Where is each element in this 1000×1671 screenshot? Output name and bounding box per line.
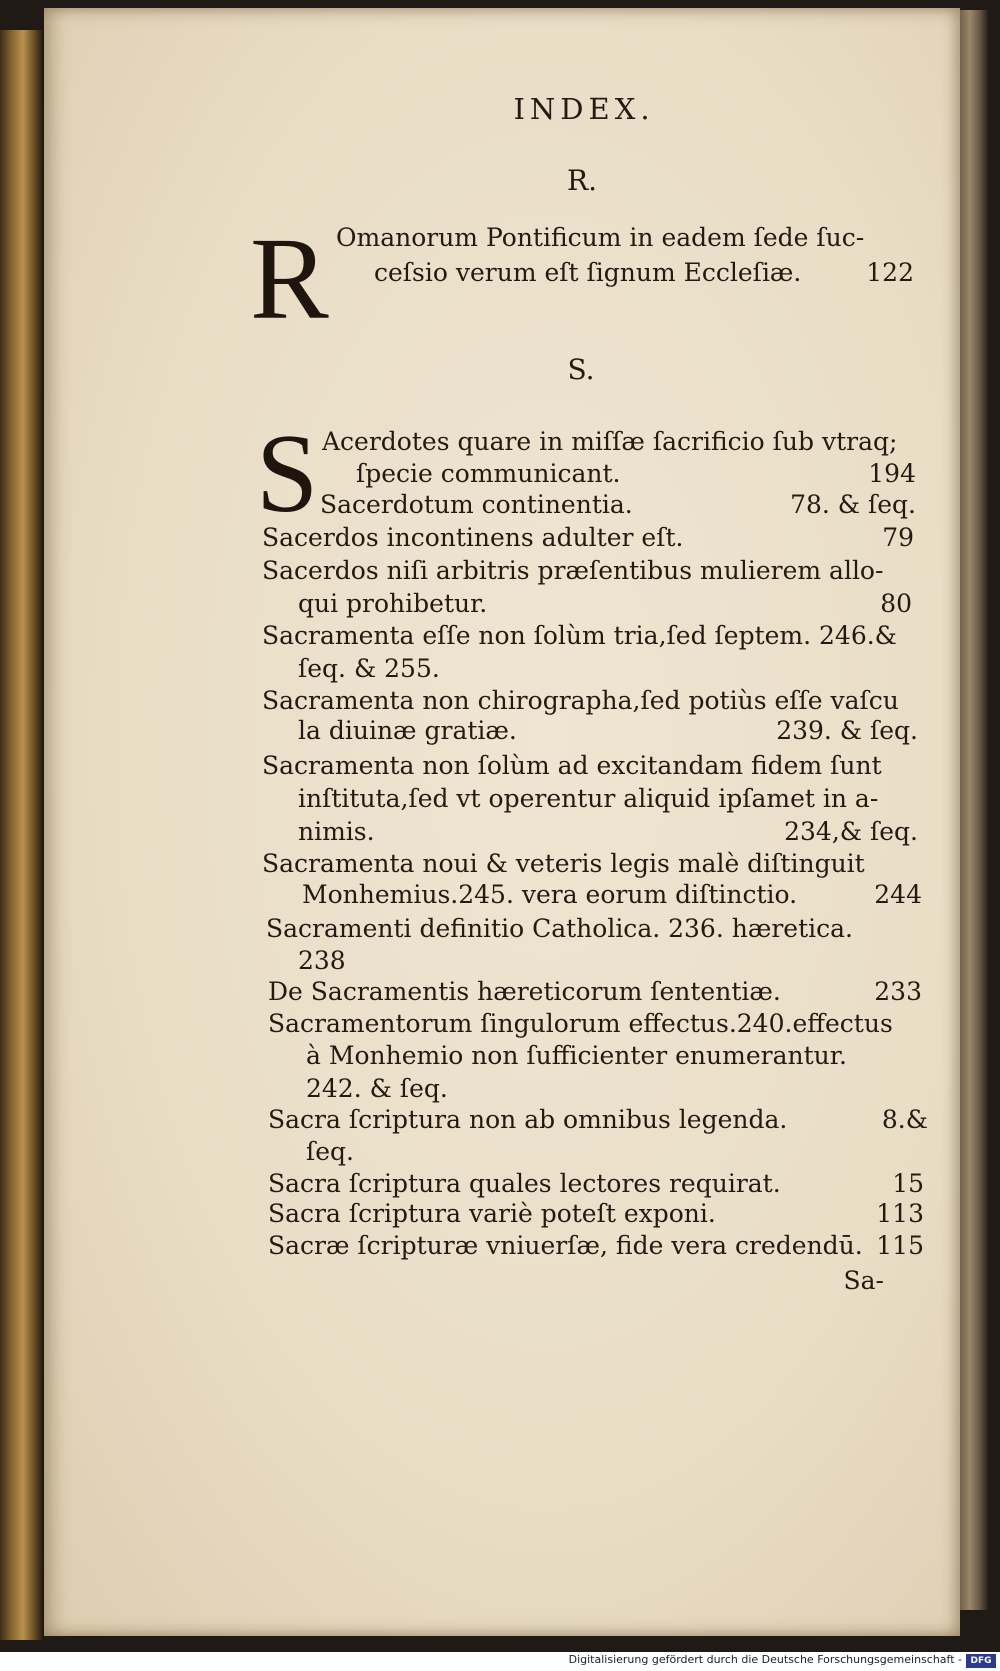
entry-page-number: 15 [892, 1169, 924, 1198]
dropcap-s: S [256, 412, 319, 536]
entry-page-number: 239. & ſeq. [776, 716, 918, 745]
index-entry [268, 1230, 924, 1262]
entry-text: à Monhemio non ſufficienter enumerantur. [306, 1041, 847, 1070]
entry-page-number: 244 [874, 880, 922, 909]
entry-text: Sacramenta non chirographa,ſed potiùs eſſe vaſcu [262, 686, 899, 715]
entry-text: ſpecie communicant. [356, 459, 621, 488]
page-header: INDEX. [513, 92, 655, 126]
index-entry [298, 783, 922, 815]
index-entry [268, 1168, 924, 1200]
entry-text: nimis. [298, 817, 375, 846]
index-entry [262, 750, 922, 782]
index-entry [298, 715, 918, 747]
entry-page-number: 194 [868, 459, 916, 488]
entry-page-number: 8.& [881, 1105, 928, 1134]
book-page [44, 8, 960, 1636]
entry-text: Sacramenta noui & veteris legis malè diſtinguit [262, 849, 865, 878]
entry-text: 238 [298, 946, 346, 975]
entry-page-number: 115 [876, 1231, 924, 1260]
entry-text: ſeq. [306, 1137, 354, 1166]
index-entry [306, 1073, 606, 1105]
entry-text: Sacramenta eſſe non ſolùm tria,ſed ſeptem. 246.& [262, 621, 897, 650]
digitization-footer [0, 1652, 1000, 1671]
index-entry [298, 653, 598, 685]
entry-text: Sacra ſcriptura quales lectores requirat. [268, 1169, 781, 1198]
entry-text: Monhemius.245. vera eorum diſtinctio. [302, 880, 798, 909]
entry-text: Sacerdotum continentia. [320, 490, 633, 519]
entry-text: Sacerdos niſi arbitris præſentibus mulierem allo- [262, 556, 884, 585]
book-spine [0, 30, 42, 1640]
index-entry [298, 945, 418, 977]
entry-page-number: 78. & ſeq. [790, 490, 916, 519]
entry-text: Sacramentorum ſingulorum effectus.240.effectus [268, 1009, 893, 1038]
index-entry [298, 816, 918, 848]
dfg-logo: DFG [966, 1654, 996, 1668]
section-heading-r: R. [567, 164, 597, 197]
index-entry [356, 458, 916, 490]
index-entry [298, 588, 912, 620]
index-entry [302, 879, 922, 911]
page-content [44, 8, 960, 1636]
entry-text: Omanorum Pontificum in eadem ſede ſuc- [336, 223, 865, 252]
entry-text: Sacerdos incontinens adulter eſt. [262, 523, 684, 552]
entry-text: De Sacramentis hæreticorum ſententiæ. [268, 977, 781, 1006]
index-entry [262, 848, 922, 880]
index-entry [262, 620, 922, 652]
index-entry [268, 1104, 928, 1136]
index-entry [374, 257, 914, 289]
entry-text: Sacramenta non ſolùm ad excitandam fidem ſunt [262, 751, 882, 780]
index-entry [268, 976, 922, 1008]
entry-page-number: 233 [874, 977, 922, 1006]
entry-text: Sacræ ſcripturæ vniuerſæ, fide vera credendū. [268, 1231, 863, 1260]
index-entry [268, 1198, 924, 1230]
index-entry [306, 1040, 928, 1072]
page-edge [958, 10, 988, 1610]
index-entry [262, 555, 922, 587]
section-heading-s: S. [567, 353, 595, 386]
index-entry [262, 522, 914, 554]
entry-text: Sacra ſcriptura non ab omnibus legenda. [268, 1105, 788, 1134]
entry-page-number: 122 [866, 258, 914, 287]
entry-text: 242. & ſeq. [306, 1074, 448, 1103]
entry-page-number: 80 [880, 589, 912, 618]
index-entry [262, 685, 922, 717]
entry-text: qui prohibetur. [298, 589, 488, 618]
entry-text: Sacra ſcriptura variè poteſt exponi. [268, 1199, 716, 1228]
index-entry [268, 1008, 928, 1040]
index-entry [336, 222, 916, 254]
entry-text: Sacramenti definitio Catholica. 236. hæretica. [266, 914, 853, 943]
index-entry [306, 1136, 426, 1168]
entry-text: Acerdotes quare in miſſæ ſacrificio ſub vtraq; [322, 427, 898, 456]
index-entry [322, 426, 922, 458]
index-entry [320, 489, 916, 521]
catchword-text: Sa- [843, 1266, 884, 1295]
entry-page-number: 79 [882, 523, 914, 552]
entry-text: la diuinæ gratiæ. [298, 716, 517, 745]
dropcap-r: R [250, 213, 329, 344]
footer-credit: Digitalisierung gefördert durch die Deutsche Forschungsgemeinschaft - [568, 1653, 962, 1666]
entry-page-number: 113 [876, 1199, 924, 1228]
entry-text: ſeq. & 255. [298, 654, 440, 683]
entry-text: ceſsio verum eſt ſignum Eccleſiæ. [374, 258, 802, 287]
entry-page-number: 234,& ſeq. [784, 817, 918, 846]
index-entry [266, 913, 926, 945]
catchword [824, 1265, 884, 1297]
entry-text: inſtituta,ſed vt operentur aliquid ipſamet in a- [298, 784, 879, 813]
